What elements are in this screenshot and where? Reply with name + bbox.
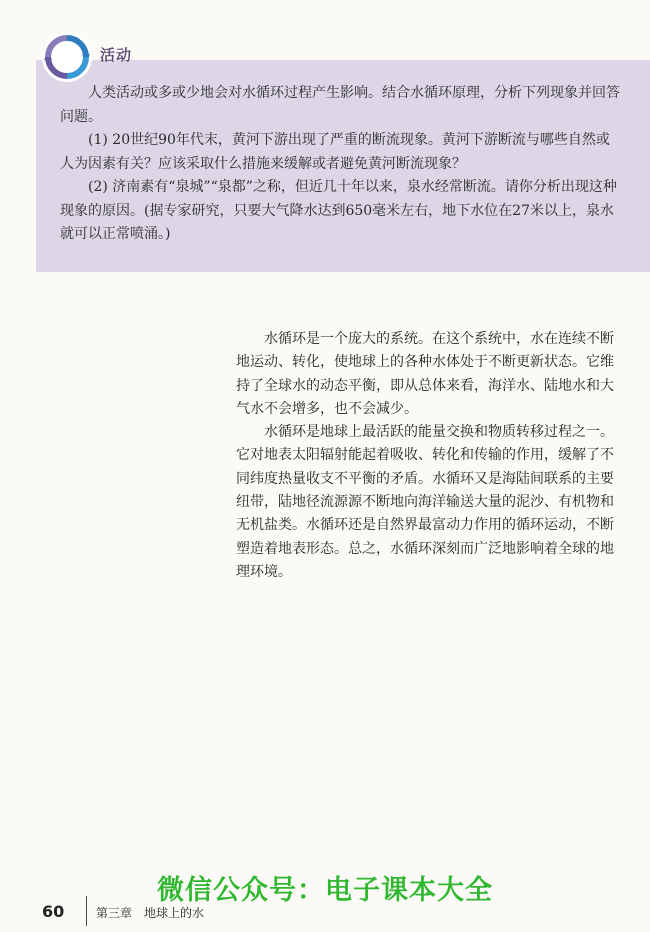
page-number: 60 bbox=[42, 902, 65, 921]
main-text bbox=[236, 328, 622, 584]
activity-title: 活动 bbox=[100, 46, 133, 64]
body-paragraph-1: 水循环是一个庞大的系统。在这个系统中，水在连续不断地运动、转化，使地球上的各种水体处于不断更新状态。它维持了全球水的动态平衡，即从总体来看，海洋水、陆地水和大气水不会增多，也不会减少。 bbox=[236, 331, 614, 417]
activity-question-1: (1) 20世纪90年代末，黄河下游出现了严重的断流现象。黄河下游断流与哪些自然或人为因素有关？应该采取什么措施来缓解或者避免黄河断流现象？ bbox=[60, 132, 610, 172]
cycle-arrows-icon bbox=[40, 30, 94, 84]
activity-question-2: (2) 济南素有“泉城”“泉都”之称，但近几十年以来，泉水经常断流。请你分析出现这种现象的原因。(据专家研究，只要大气降水达到650毫米左右，地下水位在27米以上，泉水就可以正常喷涌。) bbox=[60, 179, 617, 242]
activity-text bbox=[60, 82, 620, 247]
footer-divider bbox=[86, 896, 87, 926]
watermark-text: 微信公众号：电子课本大全 bbox=[157, 875, 493, 906]
chapter-label: 第三章 地球上的水 bbox=[96, 906, 205, 920]
body-paragraph-2: 水循环是地球上最活跃的能量交换和物质转移过程之一。它对地表太阳辐射能起着吸收、转化和传输的作用，缓解了不同纬度热量收支不平衡的矛盾。水循环又是海陆间联系的主要纽带，陆地径流源源不断地向海洋输送大量的泥沙、有机物和无机盐类。水循环还是自然界最富动力作用的循环运动，不断塑造着地表形态。总之，水循环深刻而广泛地影响着全球的地理环境。 bbox=[236, 424, 614, 580]
activity-intro: 人类活动或多或少地会对水循环过程产生影响。结合水循环原理，分析下列现象并回答问题。 bbox=[60, 85, 620, 125]
